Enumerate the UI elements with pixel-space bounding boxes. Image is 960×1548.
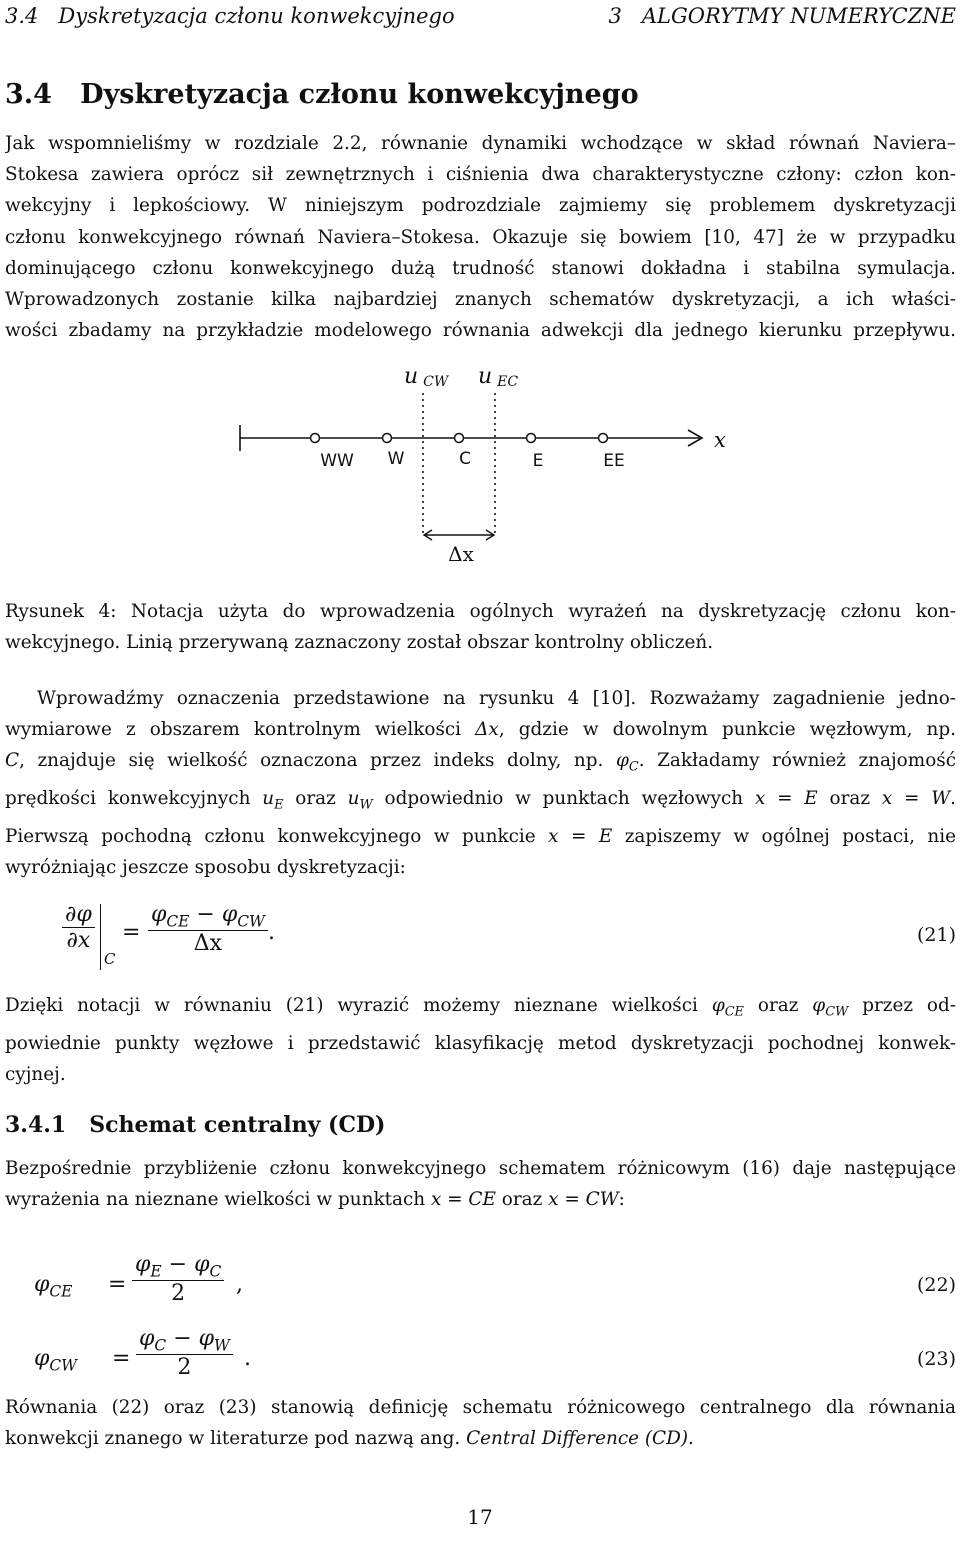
eq21-period: . <box>268 920 275 945</box>
node-label-ee: EE <box>603 451 625 471</box>
text-line: wekcyjny i lepkościowy. W niniejszym podrozdziale zajmiemy się problemem dyskretyzacji <box>5 195 956 217</box>
text-line: wymiarowe z obszarem kontrolnym wielkości Δx, gdzie w dowolnym punkcie węzłowym, np. <box>5 719 956 741</box>
text-line: C, znajduje się wielkość oznaczona przez indeks dolny, np. $\varphi_C$. Zakładamy również znajomość <box>5 750 956 776</box>
eq22-lhs: $\varphi_{CE}$ <box>34 1272 73 1301</box>
eq23-lhs: $\varphi_{CW}$ <box>34 1346 78 1375</box>
node-label-e: E <box>532 451 544 471</box>
node-ww <box>311 434 320 443</box>
eq21-fraction: $\frac{\varphi_{CE} - \varphi_{CW}}{\Delta x}$ <box>148 902 268 956</box>
eq21-derivative: $\frac{\partial\varphi}{\partial x}$ <box>62 902 95 953</box>
caption-line: wekcyjnego. Linią przerywaną zaznaczony został obszar kontrolny obliczeń. <box>5 632 714 654</box>
eq21-rhs <box>148 902 268 956</box>
eq23-rhs <box>136 1326 233 1380</box>
eq21-lhs <box>62 902 95 953</box>
eq23-fraction: $\frac{\varphi_C - \varphi_W}{2}$ <box>136 1326 233 1380</box>
text-line: wyróżniając jeszcze sposobu dyskretyzacji: <box>5 857 406 879</box>
node-c <box>455 434 464 443</box>
text-line: Jak wspomnieliśmy w rozdziale 2.2, równanie dynamiki wchodzące w skład równań Naviera– <box>5 133 956 154</box>
text-line: Bezpośrednie przybliżenie członu konwekcyjnego schematem różnicowym (16) daje następujące <box>5 1158 956 1179</box>
node-w <box>383 434 392 443</box>
running-header-left: 3.4 Dyskretyzacja członu konwekcyjnego <box>5 4 455 28</box>
node-e <box>527 434 536 443</box>
equation-23 <box>0 1326 960 1392</box>
text-line: Stokesa zawiera oprócz sił zewnętrznych i ciśnienia dwa charakterystyczne człony: człon kon- <box>5 164 956 186</box>
node-ee <box>599 434 608 443</box>
text-line: Pierwszą pochodną członu konwekcyjnego w punkcie x = E zapiszemy w ogólnej postaci, nie <box>5 826 956 848</box>
node-label-ww: WW <box>320 451 354 471</box>
section-title: 3.4 Dyskretyzacja członu konwekcyjnego <box>5 79 639 110</box>
text-line: członu konwekcyjnego równań Naviera–Stokesa. Okazuje się bowiem [10, 47] że w przypadku <box>5 226 956 248</box>
eq22-rhs <box>132 1252 224 1306</box>
velocity-label-uec: uEC <box>478 364 519 390</box>
text-line: Wprowadźmy oznaczenia przedstawione na rysunku 4 [10]. Rozważamy zagadnienie jedno- <box>37 688 956 709</box>
dx-label: Δx <box>448 542 474 566</box>
figure-notation-diagram <box>0 355 960 580</box>
equation-number-23: (23) <box>916 1348 956 1370</box>
caption-line: Rysunek 4: Notacja użyta do wprowadzenia ogólnych wyrażeń na dyskretyzację członu kon- <box>5 601 956 622</box>
node-label-w: W <box>387 449 405 469</box>
running-header <box>5 2 956 30</box>
subsection-title: 3.4.1 Schemat centralny (CD) <box>5 1112 386 1138</box>
notation-paragraph <box>5 683 956 884</box>
eq21-equals: = <box>122 920 141 945</box>
eq21-eval-bar <box>100 904 101 970</box>
text-line: cyjnej. <box>5 1064 66 1086</box>
text-line: Wprowadzonych zostanie kilka najbardziej znanych schematów dyskretyzacji, a ich właści- <box>5 289 956 311</box>
central-scheme-paragraph <box>5 1153 956 1215</box>
page-number: 17 <box>467 1505 493 1529</box>
eq22-fraction: $\frac{\varphi_E - \varphi_C}{2}$ <box>132 1252 224 1306</box>
classification-paragraph <box>5 990 956 1090</box>
text-line: konwekcji znanego w literaturze pod nazwą ang. Central Difference (CD). <box>5 1428 694 1450</box>
node-label-c: C <box>459 449 471 469</box>
eq22-equals: = <box>108 1272 127 1297</box>
figure-caption <box>5 596 956 658</box>
text-line: dominującego członu konwekcyjnego dużą trudność stanowi dokładna i stabilna symulacja. <box>5 257 956 279</box>
intro-paragraph <box>5 128 956 346</box>
text-line: prędkości konwekcyjnych $u_E$ oraz $u_W$ odpowiednio w punktach węzłowych x = E oraz x = W. <box>5 788 956 813</box>
eq22-comma: , <box>236 1272 243 1297</box>
eq21-eval-subscript: C <box>104 950 116 968</box>
equation-number-22: (22) <box>916 1274 956 1296</box>
text-line: wości zbadamy na przykładzie modelowego równania adwekcji dla jednego kierunku przepływu. <box>5 320 956 342</box>
text-line: powiednie punkty węzłowe i przedstawić klasyfikację metod dyskretyzacji pochodnej konwek- <box>5 1032 956 1054</box>
eq23-period: . <box>244 1346 251 1371</box>
equation-number-21: (21) <box>916 924 956 946</box>
equation-22 <box>0 1252 960 1318</box>
eq23-equals: = <box>112 1346 131 1371</box>
running-header-right: 3 ALGORYTMY NUMERYCZNE <box>608 4 956 28</box>
equation-21 <box>0 898 960 978</box>
text-line: Dzięki notacji w równaniu (21) wyrazić możemy nieznane wielkości $\varphi_{CE}$ oraz $\varphi_{CW}$ przez od- <box>5 995 956 1020</box>
cd-definition-paragraph <box>5 1392 956 1454</box>
text-line: wyrażenia na nieznane wielkości w punktach x = CE oraz x = CW: <box>5 1189 625 1211</box>
axis-label-x: x <box>714 428 726 452</box>
velocity-label-ucw: uCW <box>404 364 449 390</box>
text-line: Równania (22) oraz (23) stanowią definicję schematu różnicowego centralnego dla równania <box>5 1397 956 1418</box>
